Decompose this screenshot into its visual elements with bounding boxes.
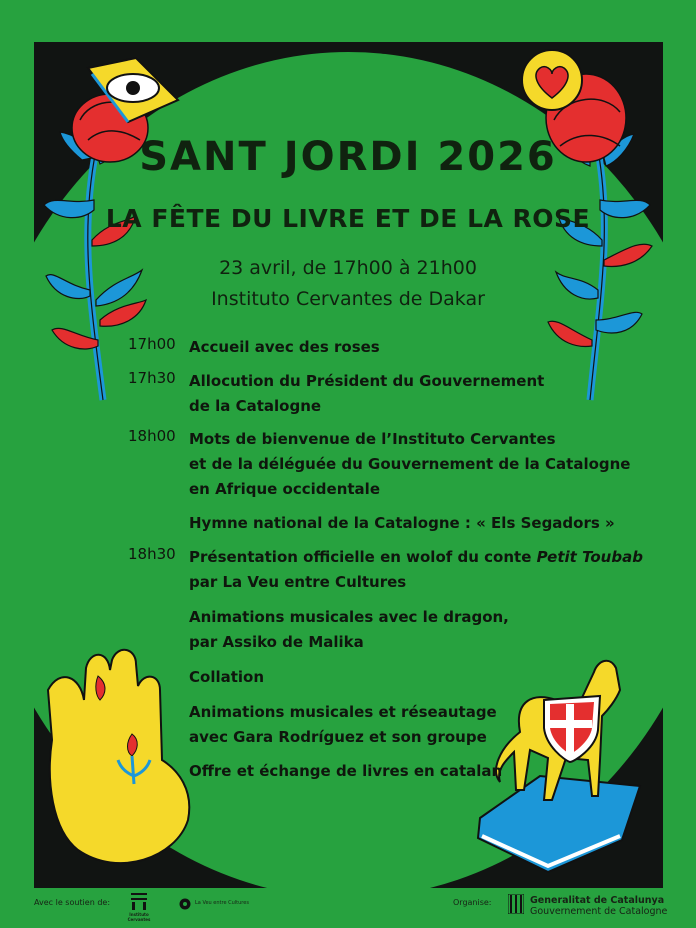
veu-icon (179, 898, 191, 910)
program-text: Accueil avec des roses (189, 338, 380, 356)
footer (0, 888, 696, 928)
program-text: Animations musicales et réseautage avec Gara Rodríguez et son groupe (189, 703, 497, 746)
program-time: 18h30 (128, 545, 176, 563)
program-text: Collation (189, 668, 265, 686)
program-time: 17h30 (128, 369, 176, 387)
program-time: 18h00 (128, 427, 176, 445)
cervantes-icon (122, 892, 156, 912)
program-text: Hymne national de la Catalogne : « Els Segadors » (189, 514, 615, 532)
program-text: Animations musicales avec le dragon, par Assiko de Malika (189, 608, 509, 651)
generalitat-logo (508, 894, 668, 920)
veu-logo: La Veu entre Cultures (179, 898, 269, 912)
event-date: 23 avril, de 17h00 à 21h00 (219, 257, 477, 279)
cervantes-logo: Instituto Cervantes (122, 892, 156, 926)
page-title: SANT JORDI 2026 (139, 134, 557, 180)
support-label: Avec le soutien de: (34, 898, 111, 907)
program-text: Présentation officielle en wolof du conte Petit Toubab par La Veu entre Cultures (189, 548, 643, 591)
event-venue: Instituto Cervantes de Dakar (211, 288, 485, 310)
senyera-icon (508, 894, 524, 914)
page-subtitle: LA FÊTE DU LIVRE ET DE LA ROSE (105, 204, 591, 233)
program-text: Allocution du Président du Gouvernement de la Catalogne (189, 372, 545, 415)
organise-label: Organise: (453, 898, 492, 907)
gen-sub: Gouvernement de Catalogne (530, 906, 668, 917)
gen-name: Generalitat de Catalunya (530, 895, 665, 906)
program-text: Mots de bienvenue de l’Instituto Cervantes et de la déléguée du Gouvernement de la Catalogne en Afrique occidentale (189, 430, 631, 498)
program-text: Offre et échange de livres en catalan (189, 762, 503, 780)
program-time: 17h00 (128, 335, 176, 353)
